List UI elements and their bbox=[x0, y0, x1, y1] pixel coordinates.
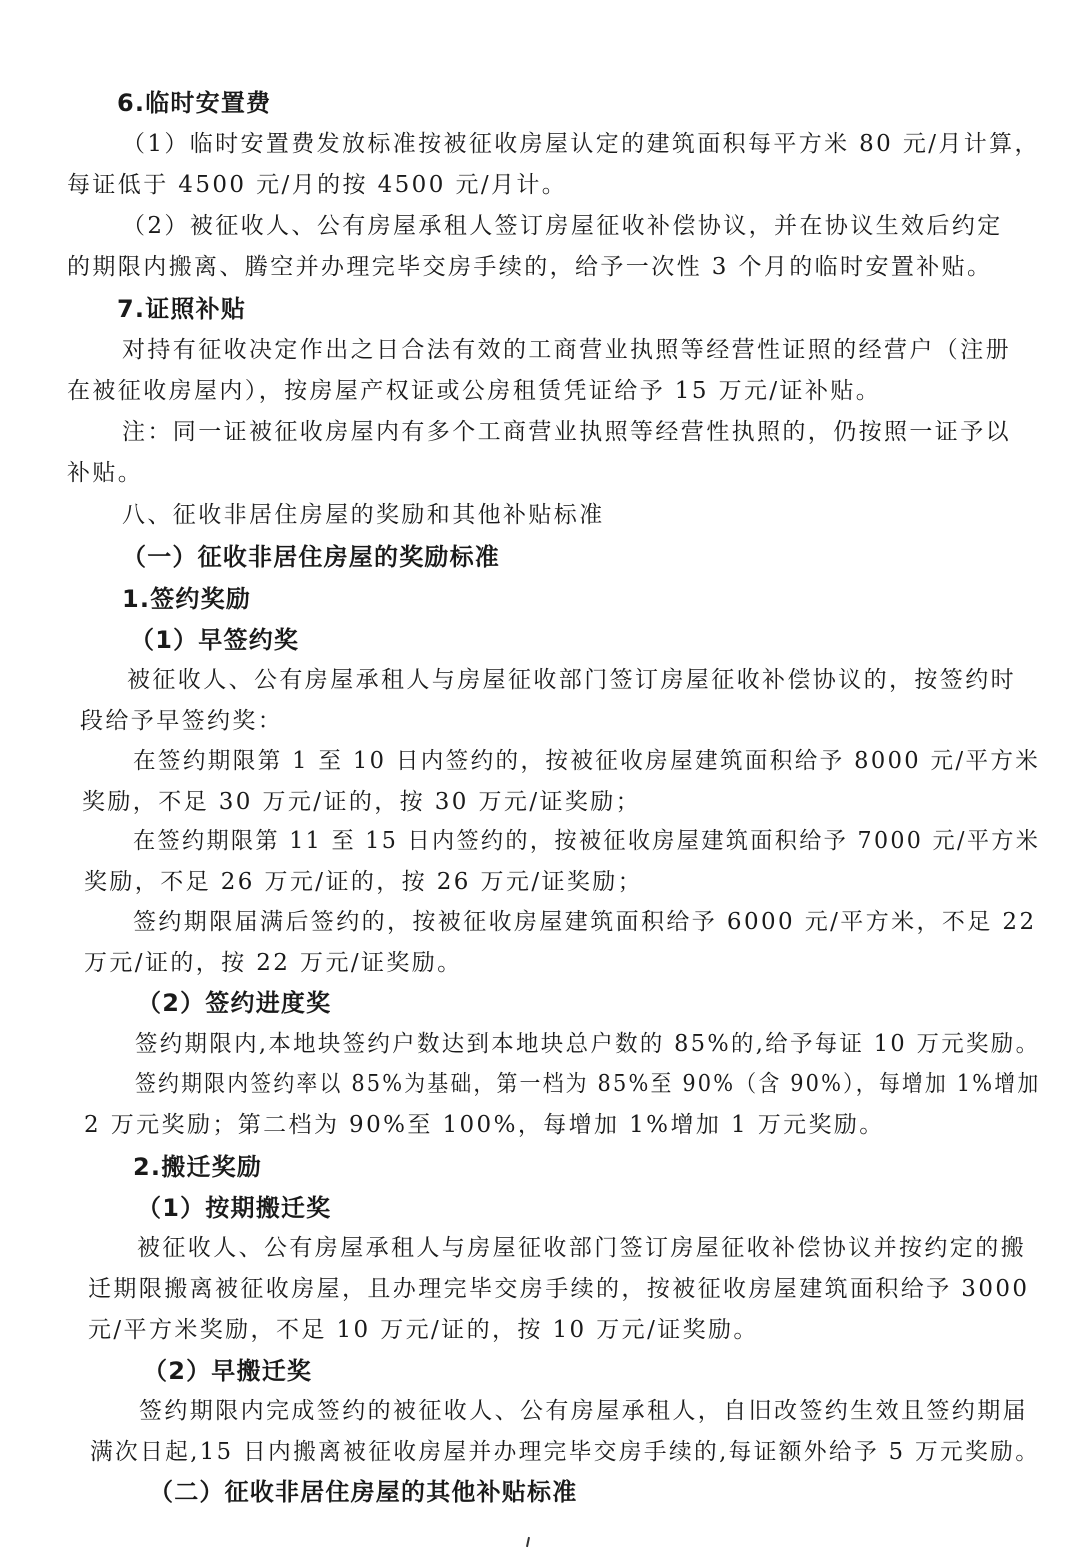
text-line-pc1: 被征收人、公有房屋承租人与房屋征收部门签订房屋征收补偿协议并按约定的搬 bbox=[137, 1235, 1026, 1261]
text-line-p6-1b: 每证低于 4500 元/月的按 4500 元/月计。 bbox=[67, 172, 568, 198]
heading-s8-1-1-2: （2）签约进度奖 bbox=[137, 989, 332, 1017]
text-line-pd2: 满次日起,15 日内搬离被征收房屋并办理完毕交房手续的,每证额外给予 5 万元奖励。 bbox=[90, 1439, 1041, 1465]
heading-s8-1: （一）征收非居住房屋的奖励标准 bbox=[122, 543, 500, 571]
text-line-pa7: 签约期限届满后签约的，按被征收房屋建筑面积给予 6000 元/平方米，不足 22 bbox=[133, 909, 1037, 935]
text-line-pb2: 签约期限内签约率以 85%为基础，第一档为 85%至 90%（含 90%），每增加 1%增加 bbox=[135, 1071, 1041, 1097]
text-line-pd1: 签约期限内完成签约的被征收人、公有房屋承租人，自旧改签约生效且签约期届 bbox=[139, 1398, 1028, 1424]
text-line-s8: 八、征收非居住房屋的奖励和其他补贴标准 bbox=[122, 502, 605, 528]
text-line-p7d: 补贴。 bbox=[67, 460, 144, 486]
text-line-p6-2a: （2）被征收人、公有房屋承租人签订房屋征收补偿协议，并在协议生效后约定 bbox=[122, 213, 1003, 239]
heading-s8-1-1: 1.签约奖励 bbox=[122, 585, 252, 613]
text-line-pa1: 被征收人、公有房屋承租人与房屋征收部门签订房屋征收补偿协议的，按签约时 bbox=[127, 667, 1016, 693]
text-line-pa5: 在签约期限第 11 至 15 日内签约的，按被征收房屋建筑面积给予 7000 元/平方米 bbox=[133, 828, 1041, 854]
heading-s8-1-2: 2.搬迁奖励 bbox=[133, 1153, 263, 1181]
text-line-p7b: 在被征收房屋内），按房屋产权证或公房租赁凭证给予 15 万元/证补贴。 bbox=[67, 378, 882, 404]
heading-h7: 7.证照补贴 bbox=[117, 295, 247, 323]
heading-s8-1-1-1: （1）早签约奖 bbox=[130, 626, 300, 654]
text-line-p6-1a: （1）临时安置费发放标准按被征收房屋认定的建筑面积每平方米 80 元/月计算， bbox=[122, 131, 1040, 157]
text-line-p7a: 对持有征收决定作出之日合法有效的工商营业执照等经营性证照的经营户（注册 bbox=[122, 337, 1011, 363]
text-line-pa6: 奖励，不足 26 万元/证的，按 26 万元/证奖励； bbox=[84, 869, 644, 895]
text-line-pa3: 在签约期限第 1 至 10 日内签约的，按被征收房屋建筑面积给予 8000 元/平方米 bbox=[133, 748, 1041, 774]
text-line-pc2: 迁期限搬离被征收房屋，且办理完毕交房手续的，按被征收房屋建筑面积给予 3000 bbox=[88, 1276, 1030, 1302]
text-line-pa4: 奖励，不足 30 万元/证的，按 30 万元/证奖励； bbox=[82, 789, 642, 815]
heading-s8-1-2-1: （1）按期搬迁奖 bbox=[137, 1194, 332, 1222]
text-line-pc3: 元/平方米奖励，不足 10 万元/证的，按 10 万元/证奖励。 bbox=[88, 1317, 759, 1343]
heading-s8-1-2-2: （2）早搬迁奖 bbox=[143, 1357, 313, 1385]
text-line-p6-2b: 的期限内搬离、腾空并办理完毕交房手续的，给予一次性 3 个月的临时安置补贴。 bbox=[67, 254, 993, 280]
text-line-p7c: 注：同一证被征收房屋内有多个工商营业执照等经营性执照的，仍按照一证予以 bbox=[122, 419, 1011, 445]
text-line-pb1: 签约期限内,本地块签约户数达到本地块总户数的 85%的,给予每证 10 万元奖励。 bbox=[135, 1031, 1041, 1057]
text-line-pa8: 万元/证的，按 22 万元/证奖励。 bbox=[84, 950, 463, 976]
text-line-pb3: 2 万元奖励；第二档为 90%至 100%，每增加 1%增加 1 万元奖励。 bbox=[84, 1112, 885, 1138]
heading-h6: 6.临时安置费 bbox=[117, 89, 272, 117]
heading-s8-2: （二）征收非居住房屋的其他补贴标准 bbox=[149, 1478, 578, 1506]
text-line-pa2: 段给予早签约奖： bbox=[80, 708, 284, 734]
